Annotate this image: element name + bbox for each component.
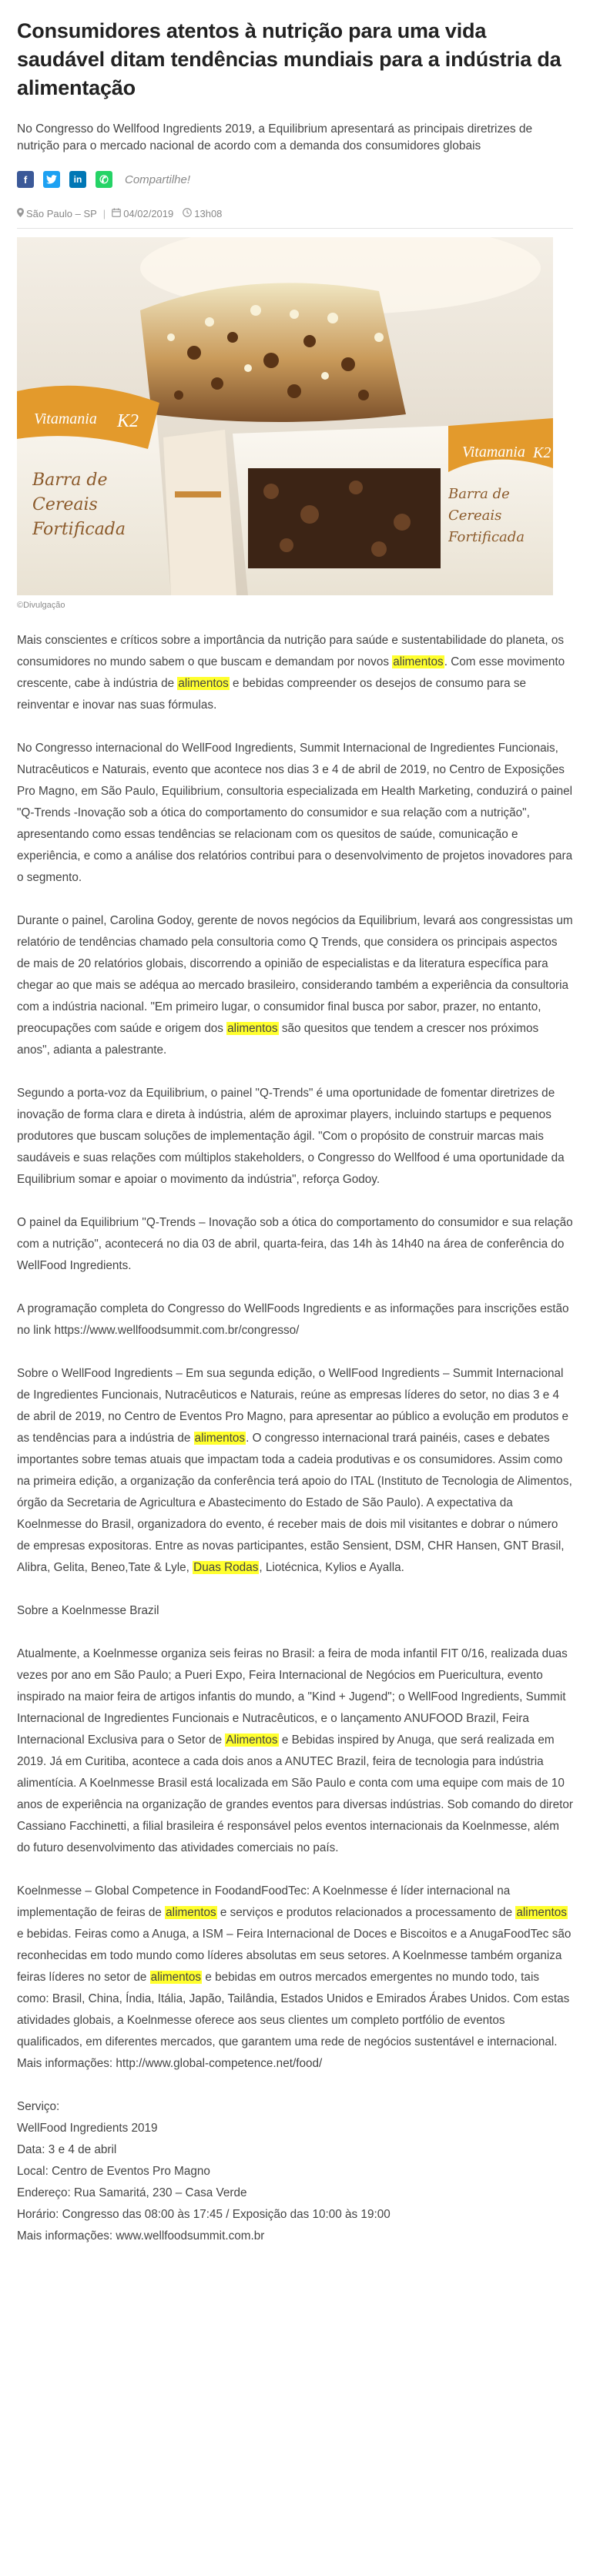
facebook-icon: f (23, 173, 28, 186)
highlighted-keyword: alimentos (166, 1906, 216, 1919)
paragraph-text: O painel da Equilibrium "Q-Trends – Inovação sob a ótica do comportamento do consumidor e sua relação com a nutrição", acontecerá no dia 03 de abril, quarta-feira, das 14h às 14h40 na área de conferência do WellFood Ingredients. (17, 1216, 573, 1272)
paragraph-text: Sobre o WellFood Ingredients – Em sua segunda edição, o WellFood Ingredients – Summit Internacional de Ingredientes Funcionais, Nutracêuticos e Naturais, reúne as empresas líderes do setor, no dias 3 e 4 de abril de 2019, no Centro de Eventos Pro Magno, para apresentar ao público a evolução em produtos e as tendências para a indústria de (17, 1367, 569, 1445)
meta-location: São Paulo – SP (26, 207, 97, 219)
service-line: Local: Centro de Eventos Pro Magno (17, 2165, 210, 2178)
article-paragraph (17, 1643, 573, 1859)
paragraph-text: Atualmente, a Koelnmesse organiza seis feiras no Brasil: a feira de moda infantil FIT 0/16, realizada duas vezes por ano em São Paulo; a Pueri Expo, Feira Internacional de Negócios em Puericultura, evento inspirado na maior feira de artigos infantis do mundo, a "Kind + Jugend"; o WellFood Ingredients, Summit Internacional de Ingredientes Funcionais e Nutracêuticos, e o lançamento ANUFOOD Brazil, Feira Internacional Exclusiva para o Setor de (17, 1647, 568, 1747)
facebook-share-button[interactable] (17, 171, 34, 188)
location-pin-icon (17, 208, 24, 219)
paragraph-text: Koelnmesse – Global Competence in FoodandFoodTec: A Koelnmesse é líder internacional na implementação de feiras de (17, 1884, 511, 1919)
image-brand-suffix-left: K2 (117, 411, 139, 431)
article-paragraph (17, 1363, 573, 1579)
article-paragraph (17, 1600, 573, 1622)
article-paragraph (17, 2053, 573, 2075)
article-image (17, 237, 553, 595)
image-caption: ©Divulgação (17, 601, 65, 610)
paragraph-text: e Bebidas inspired by Anuga, que será realizada em 2019. Já em Curitiba, acontece a cada dois anos a ANUTEC Brazil, feira de tecnologia para indústria alimentícia. A Koelnmesse Brasil está localizada em São Paulo e conta com uma equipe com mais de 10 anos de experiência na organização de grandes eventos para diversas indústrias. Sob comando do diretor Cassiano Facchinetti, a filial brasileira é responsável pelos eventos internacionais da Koelnmesse, além do futuro desenvolvimento das atividades comerciais no país. (17, 1734, 573, 1854)
paragraph-text: e bebidas compreender os desejos de consumo para se reinventar e inovar nas suas fórmulas. (17, 677, 527, 712)
highlighted-keyword: Alimentos (226, 1734, 278, 1747)
meta-divider-line (17, 228, 573, 229)
paragraph-text: Segundo a porta-voz da Equilibrium, o painel "Q-Trends" é uma oportunidade de fomentar diretrizes de inovação de forma clara e direta à indústria, além de aproximar players, incluindo startups e pequenos produtores que buscam soluções de implementação ágil. "Com o propósito de construir marcas mais saudáveis e suas relações com múltiplos stakeholders, o Congresso do Wellfood é uma oportunidade da Equilibrium somar e apoiar o movimento da indústria", reforça Godoy. (17, 1087, 565, 1186)
highlighted-keyword: alimentos (194, 1432, 246, 1445)
paragraph-text: e bebidas em outros mercados emergentes no mundo todo, tais como: Brasil, China, Índia, Itália, Japão, Tailândia, Estados Unidos e Emirados Árabes Unidos. Com estas atividades globais, a Koelnmesse oferece aos seus clientes um completo portfólio de eventos qualificados, em diferentes mercados, que garantem uma rede de negócios sustentável e internacional. (17, 1971, 570, 2048)
linkedin-share-button[interactable] (69, 171, 86, 188)
article-paragraph (17, 738, 573, 889)
image-brand-left: Vitamania (34, 410, 97, 427)
paragraph-text: são quesitos que tendem a crescer nos próximos anos", adianta a palestrante. (17, 1022, 539, 1057)
whatsapp-icon: ✆ (99, 173, 109, 186)
service-line: Mais informações: www.wellfoodsummit.com.br (17, 2229, 265, 2243)
article-meta (17, 206, 573, 221)
paragraph-text: Sobre a Koelnmesse Brazil (17, 1604, 159, 1617)
article-paragraph (17, 1881, 573, 2053)
twitter-icon (46, 175, 57, 184)
highlighted-keyword: alimentos (393, 655, 444, 668)
service-line: Serviço: (17, 2100, 60, 2113)
meta-time: 13h08 (194, 207, 223, 219)
meta-divider: | (102, 207, 106, 219)
paragraph-text: Mais conscientes e críticos sobre a importância da nutrição para saúde e sustentabilidade do planeta, os consumidores no mundo sabem o que buscam e demandam por novos (17, 634, 565, 668)
image-label-right: Barra de Cereais Fortificada (448, 486, 525, 545)
highlighted-keyword: Duas Rodas (193, 1561, 259, 1574)
calendar-icon (112, 208, 121, 219)
paragraph-text: Durante o painel, Carolina Godoy, gerente de novos negócios da Equilibrium, levará aos congressistas um relatório de tendências chamado pela consultoria como Q Trends, que considera os principais aspectos de mais de 20 relatórios globais, discorrendo a opinião de especialistas e da literatura específica para chegar ao que mais se adéqua ao mercado brasileiro, considerando também a experiência da consultoria com a indústria nacional. "Em primeiro lugar, o consumidor final busca por sabor, prazer, no entanto, preocupações com saúde e origem dos (17, 914, 573, 1035)
twitter-share-button[interactable] (43, 171, 60, 188)
service-info (17, 2096, 573, 2247)
article-title: Consumidores atentos à nutrição para uma vida saudável ditam tendências mundiais para a indústria da alimentação (17, 19, 562, 99)
service-line: Data: 3 e 4 de abril (17, 2143, 117, 2156)
highlighted-keyword: alimentos (516, 1906, 567, 1919)
share-bar (17, 169, 573, 190)
paragraph-text: No Congresso internacional do WellFood Ingredients, Summit Internacional de Ingredientes Funcionais, Nutracêuticos e Naturais, evento que acontece nos dias 3 e 4 de abril de 2019, no Centro de Exposições Pro Magno, em São Paulo, Equilibrium, consultoria especializada em Health Marketing, conduzirá o painel "Q-Trends -Inovação sob a ótica do comportamento do consumidor e sua relação com a nutrição", apresentando como essas tendências se relacionam com os quesitos de saúde, comunicação e experiência, e como a análise dos relatórios contribui para o desenvolvimento de projetos inovadores para o segmento. (17, 742, 573, 884)
article-paragraph (17, 1083, 573, 1191)
service-line: WellFood Ingredients 2019 (17, 2122, 158, 2135)
highlighted-keyword: alimentos (227, 1022, 278, 1035)
linkedin-icon: in (73, 174, 82, 185)
service-line: Endereço: Rua Samaritá, 230 – Casa Verde (17, 2186, 247, 2199)
service-line: Horário: Congresso das 08:00 às 17:45 / Exposição das 10:00 às 19:00 (17, 2208, 391, 2221)
article-paragraph (17, 910, 573, 1061)
paragraph-text: e serviços e produtos relacionados a processamento de (216, 1906, 516, 1919)
article-paragraph (17, 1298, 573, 1342)
article-paragraph (17, 630, 573, 716)
paragraph-text: Mais informações: http://www.global-competence.net/food/ (17, 2057, 323, 2070)
article-body (17, 630, 573, 2247)
image-label-left: Barra de Cereais Fortificada (32, 471, 126, 539)
paragraph-text: . O congresso internacional trará painéis, cases e debates importantes sobre temas atuais que impactam toda a cadeia produtivas e os consumidores. Assim como na primeira edição, a organização da conferência terá apoio do ITAL (Instituto de Tecnologia de Alimentos, órgão da Secretaria de Agricultura e Abastecimento do Estado de São Paulo). A expectativa da Koelnmesse do Brasil, organizadora do evento, é receber mais de dois mil visitantes e dobrar o número de empresas expositoras. Entre as novas participantes, estão Sensient, DSM, CHR Hansen, GNT Brasil, Alibra, Gelita, Beneo,Tate & Lyle, (17, 1432, 572, 1574)
article-subtitle: No Congresso do Wellfood Ingredients 2019, a Equilibrium apresentará as principais diretrizes de nutrição para o mercado nacional de acordo com a demanda dos consumidores globais (17, 122, 533, 152)
image-brand-right: Vitamania (462, 444, 525, 461)
cereal-bar-photo (17, 237, 553, 595)
whatsapp-share-button[interactable] (96, 171, 112, 188)
image-brand-suffix-right: K2 (533, 444, 551, 461)
paragraph-text: e bebidas. Feiras como a Anuga, a ISM – Feira Internacional de Doces e Biscoitos e a AnugaFoodTec são reconhecidas em todo mundo como líderes absolutas em seus setores. A Koelnmesse também organiza feiras líderes no setor de (17, 1928, 572, 1984)
meta-date: 04/02/2019 (123, 207, 174, 219)
highlighted-keyword: alimentos (178, 677, 229, 690)
paragraph-text: . Com esse movimento crescente, cabe à indústria de (17, 655, 565, 690)
clock-icon (183, 208, 192, 219)
article-paragraph (17, 1212, 573, 1277)
paragraph-text: , Liotécnica, Kylios e Ayalla. (259, 1561, 404, 1574)
highlighted-keyword: alimentos (150, 1971, 202, 1984)
paragraph-text: A programação completa do Congresso do WellFoods Ingredients e as informações para inscrições estão no link https://www.wellfoodsummit.com.br/congresso/ (17, 1302, 569, 1337)
share-label: Compartilhe! (125, 173, 191, 186)
